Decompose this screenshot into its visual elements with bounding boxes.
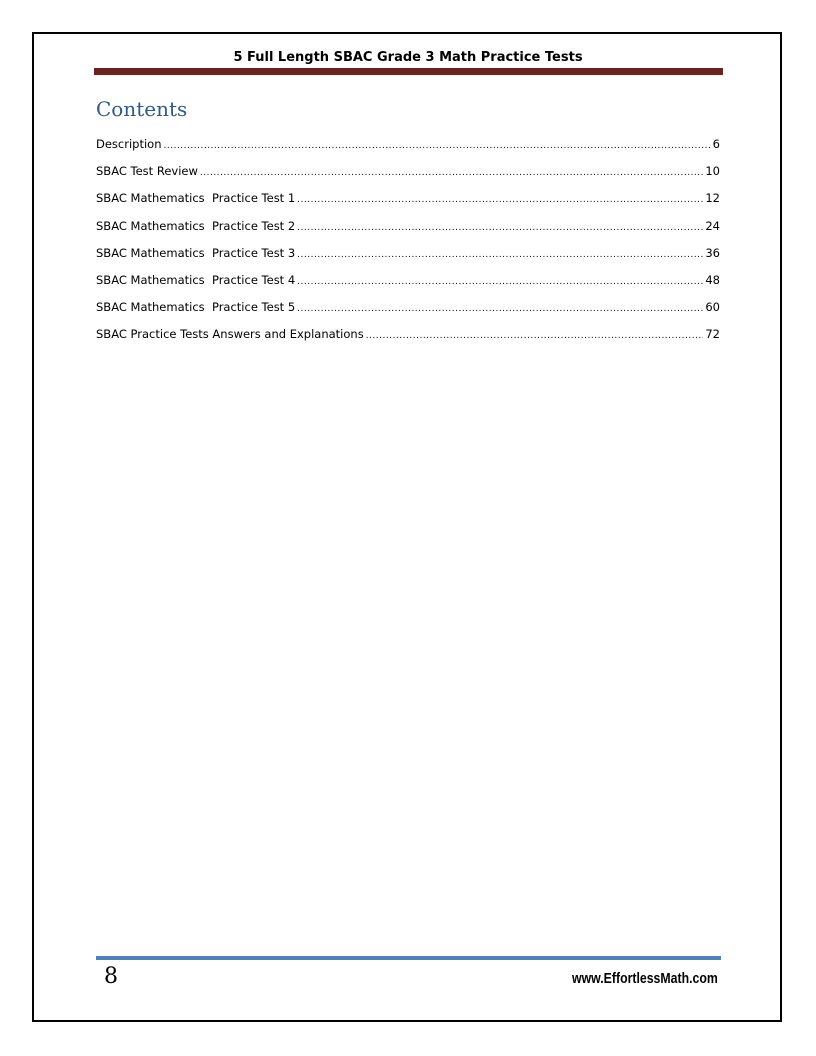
toc-entry-description[interactable] xyxy=(96,137,720,164)
footer-rule xyxy=(96,956,721,960)
contents-heading: Contents xyxy=(96,97,188,121)
toc-leader xyxy=(366,331,704,341)
toc-entry-title: SBAC Mathematics Practice Test 5 xyxy=(96,300,296,315)
toc-entry-practice-test-1[interactable] xyxy=(96,191,720,218)
toc-leader xyxy=(297,195,703,205)
toc-entry-answers-explanations[interactable] xyxy=(96,327,720,354)
toc-leader xyxy=(297,304,703,314)
toc-entry-practice-test-2[interactable] xyxy=(96,219,720,246)
toc-entry-practice-test-4[interactable] xyxy=(96,273,720,300)
toc-entry-page: 12 xyxy=(705,191,720,206)
toc-entry-page: 6 xyxy=(712,137,720,151)
toc-leader xyxy=(297,250,703,260)
toc-entry-test-review[interactable] xyxy=(96,164,720,191)
toc-entry-page: 72 xyxy=(705,327,720,342)
toc-entry-title: SBAC Mathematics Practice Test 2 xyxy=(96,218,296,233)
toc-entry-title: SBAC Mathematics Practice Test 1 xyxy=(96,191,296,206)
toc-leader xyxy=(164,141,711,151)
toc-entry-title: SBAC Test Review xyxy=(96,164,198,179)
toc-entry-page: 60 xyxy=(705,300,720,315)
toc-entry-practice-test-3[interactable] xyxy=(96,246,720,273)
page-number: 8 xyxy=(104,964,118,989)
toc-leader xyxy=(297,277,703,287)
toc-leader xyxy=(297,223,703,233)
header-rule xyxy=(94,68,723,75)
toc-entry-title: SBAC Mathematics Practice Test 3 xyxy=(96,245,296,260)
running-header-title: 5 Full Length SBAC Grade 3 Math Practice Tests xyxy=(233,50,583,65)
toc-entry-title: SBAC Mathematics Practice Test 4 xyxy=(96,272,296,287)
toc-entry-page: 10 xyxy=(705,164,720,179)
toc-entry-page: 48 xyxy=(705,272,720,287)
toc-entry-practice-test-5[interactable] xyxy=(96,300,720,327)
toc-leader xyxy=(200,168,703,178)
footer-website-link[interactable]: www.EffortlessMath.com xyxy=(572,970,718,987)
table-of-contents xyxy=(96,137,720,355)
toc-entry-title: Description xyxy=(96,137,162,151)
toc-entry-title: SBAC Practice Tests Answers and Explanations xyxy=(96,327,364,342)
toc-entry-page: 24 xyxy=(705,218,720,233)
toc-entry-page: 36 xyxy=(705,245,720,260)
